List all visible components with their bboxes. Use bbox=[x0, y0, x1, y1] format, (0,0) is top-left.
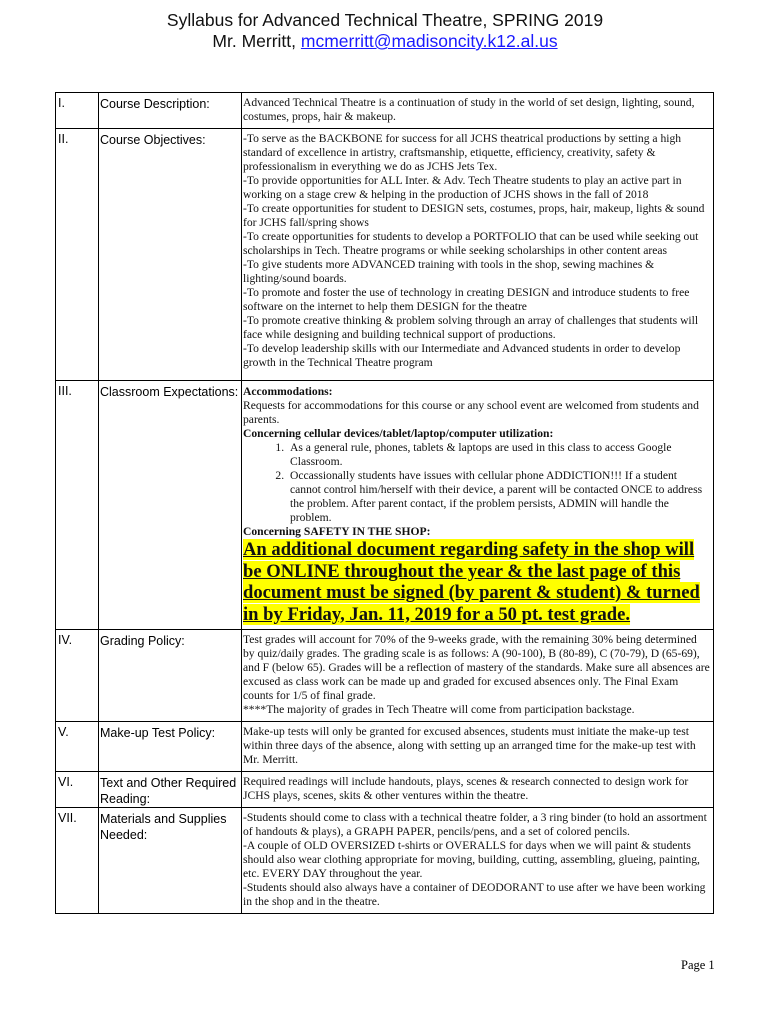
section-label: Course Description: bbox=[99, 93, 242, 129]
table-row bbox=[56, 772, 714, 808]
grading-text: Test grades will account for 70% of the 9-weeks grade, with the remaining 30% being determined by quiz/daily grades. The grading scale is as follows: A (90-100), B (80-89), C (70-79), D (65-69), and F (below 65). Grades will be a reflection of mastery of the standards. Make sure all absences are excused as class work can be made up and graded for excused absences only. The Final Exam counts for 1/5 of final grade. bbox=[243, 633, 710, 702]
objective-item: -To develop leadership skills with our Intermediate and Advanced students in order to develop growth in the Technical Theatre program bbox=[243, 342, 681, 369]
course-description-text: Advanced Technical Theatre is a continuation of study in the world of set design, lighting, sound, costumes, props, hair & makeup. bbox=[243, 96, 695, 123]
objective-item: -To promote and foster the use of technology in creating DESIGN and introduce students to free software on the internet to help them DESIGN for the theatre bbox=[243, 286, 690, 313]
cellular-list bbox=[243, 441, 710, 525]
objective-item: -To create opportunities for student to DESIGN sets, costumes, props, hair, makeup, lights & sound for JCHS fall/spring shows bbox=[243, 202, 705, 229]
table-row bbox=[56, 722, 714, 772]
grading-policy bbox=[242, 630, 714, 722]
table-row bbox=[56, 630, 714, 722]
safety-notice-text: An additional document regarding safety in the shop will be ONLINE throughout the year & the last page of this document must be signed (by parent & student) & turned in by Friday, Jan. 11, 2019 for a 50 pt. test grade. bbox=[243, 539, 700, 625]
syllabus-table bbox=[55, 92, 714, 914]
table-row bbox=[56, 93, 714, 129]
section-label: Course Objectives: bbox=[99, 129, 242, 381]
objective-item: -To give students more ADVANCED training with tools in the shop, sewing machines & lighting/sound boards. bbox=[243, 258, 655, 285]
grading-note: ****The majority of grades in Tech Theatre will come from participation backstage. bbox=[243, 703, 635, 716]
section-number: V. bbox=[56, 722, 99, 772]
safety-heading: Concerning SAFETY IN THE SHOP: bbox=[243, 525, 431, 538]
reading-text: Required readings will include handouts, plays, scenes & research connected to design work for JCHS plays, scenes, skits & other ventures within the theatre. bbox=[243, 775, 689, 802]
course-description bbox=[242, 93, 714, 129]
required-reading bbox=[242, 772, 714, 808]
section-number: III. bbox=[56, 381, 99, 630]
classroom-expectations bbox=[242, 381, 714, 630]
objective-item: -To create opportunities for students to develop a PORTFOLIO that can be used while seeking out scholarships in Tech. Theatre programs or while seeking scholarships in other content areas bbox=[243, 230, 699, 257]
objective-item: -To serve as the BACKBONE for success for all JCHS theatrical productions by setting a high standard of excellence in artistry, craftsmanship, etiquette, efficiency, creativity, safety & professionalism in everything we do as JCHS Jets Tex. bbox=[243, 132, 682, 173]
section-label: Text and Other Required Reading: bbox=[99, 772, 242, 808]
section-label: Make-up Test Policy: bbox=[99, 722, 242, 772]
section-label: Classroom Expectations: bbox=[99, 381, 242, 630]
makeup-policy bbox=[242, 722, 714, 772]
email-link[interactable]: mcmerritt@madisoncity.k12.al.us bbox=[300, 31, 558, 51]
teacher-line bbox=[0, 30, 770, 52]
objective-item: -To promote creative thinking & problem solving through an array of challenges that students will face while designing and building technical support of productions. bbox=[243, 314, 699, 341]
accommodations-heading: Accommodations: bbox=[243, 385, 333, 398]
section-number: IV. bbox=[56, 630, 99, 722]
section-number: II. bbox=[56, 129, 99, 381]
section-number: VI. bbox=[56, 772, 99, 808]
materials-item: -A couple of OLD OVERSIZED t-shirts or OVERALLS for days when we will paint & students should also wear clothing appropriate for moving, building, cutting, assembling, glueing, painting, etc. EVERY DAY throughout the year. bbox=[243, 839, 700, 880]
table-row bbox=[56, 381, 714, 630]
list-item: 1. As a general rule, phones, tablets & laptops are used in this class to access Google Classroom. bbox=[287, 441, 710, 469]
section-label: Grading Policy: bbox=[99, 630, 242, 722]
cellular-heading: Concerning cellular devices/tablet/laptop/computer utilization: bbox=[243, 427, 554, 440]
safety-notice bbox=[243, 539, 710, 625]
section-number: VII. bbox=[56, 808, 99, 914]
section-label: Materials and Supplies Needed: bbox=[99, 808, 242, 914]
materials-supplies bbox=[242, 808, 714, 914]
materials-item: -Students should come to class with a technical theatre folder, a 3 ring binder (to hold an assortment of handouts & plays), a GRAPH PAPER, pencils/pens, and a set of colored pencils. bbox=[243, 811, 707, 838]
makeup-text: Make-up tests will only be granted for excused absences, students must initiate the make-up test within three days of the absence, along with setting up an arranged time for the make-up test with Mr. Merritt. bbox=[243, 725, 696, 766]
accommodations-text: Requests for accommodations for this course or any school event are welcomed from students and parents. bbox=[243, 399, 699, 426]
objective-item: -To provide opportunities for ALL Inter. & Adv. Tech Theatre students to play an active part in working on a stage crew & helping in the production of JCHS shows in the fall of 2018 bbox=[243, 174, 682, 201]
table-row bbox=[56, 129, 714, 381]
table-row bbox=[56, 808, 714, 914]
teacher-name: Mr. Merritt, bbox=[212, 31, 297, 51]
page-title: Syllabus for Advanced Technical Theatre, SPRING 2019 bbox=[166, 10, 604, 30]
course-objectives bbox=[242, 129, 714, 381]
list-item: 2. Occassionally students have issues with cellular phone ADDICTION!!! If a student cannot control him/herself with their device, a parent will be contacted ONCE to address the problem. After parent contact, if the problem persists, ADMIN will handle the problem. bbox=[287, 469, 710, 525]
page-number: Page 1 bbox=[681, 958, 715, 972]
section-number: I. bbox=[56, 93, 99, 129]
materials-item: -Students should also always have a container of DEODORANT to use after we have been working in the shop and in the theatre. bbox=[243, 881, 706, 908]
